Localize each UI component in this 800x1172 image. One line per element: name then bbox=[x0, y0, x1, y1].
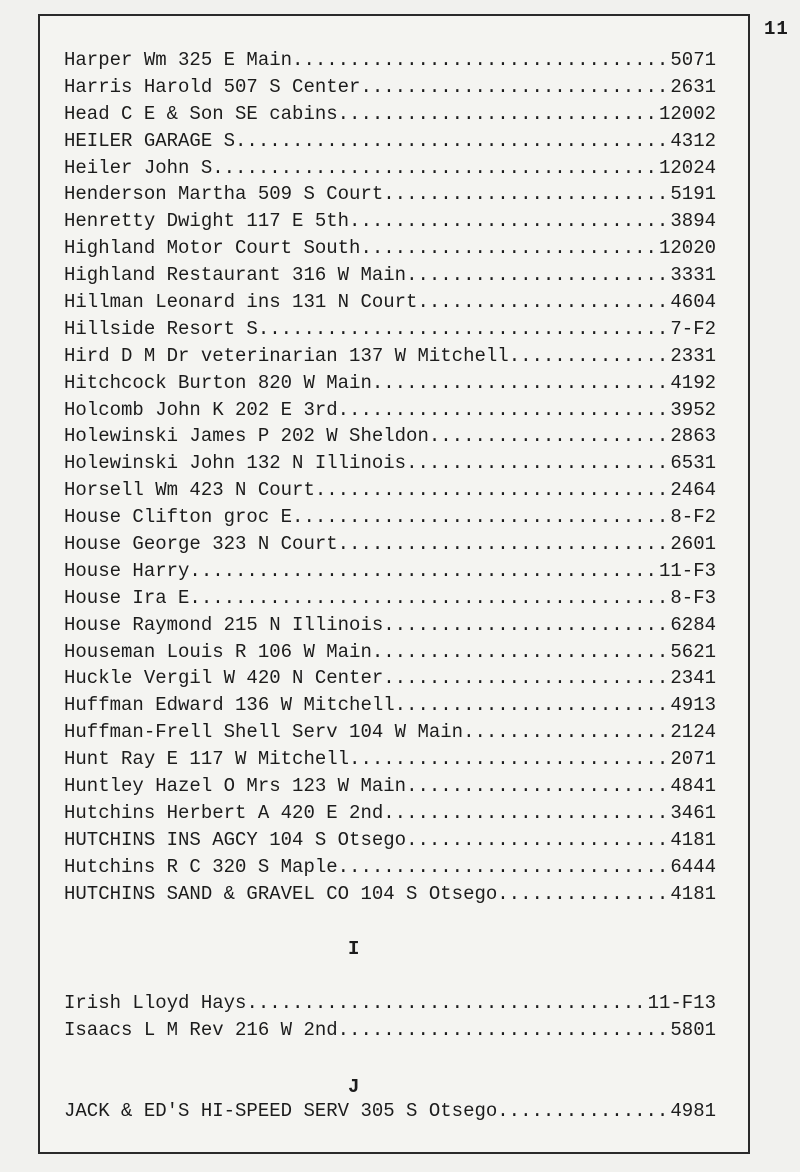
entry-phone-number: 2341 bbox=[668, 665, 716, 692]
directory-entry bbox=[64, 990, 716, 1017]
entry-phone-number: 4604 bbox=[668, 289, 716, 316]
entry-name: Henretty Dwight 117 E 5th ..... bbox=[64, 210, 716, 232]
directory-entry bbox=[64, 854, 716, 881]
entry-phone-number: 2331 bbox=[668, 343, 716, 370]
section-i-entries bbox=[64, 990, 716, 1044]
directory-entry bbox=[64, 1098, 716, 1125]
entry-phone-number: 2124 bbox=[668, 719, 716, 746]
entry-name: Hird D M Dr veterinarian 137 W Mitchell ..... bbox=[64, 345, 716, 367]
entry-name: Henderson Martha 509 S Court ..... bbox=[64, 183, 716, 205]
entry-phone-number: 4981 bbox=[668, 1098, 716, 1125]
directory-entry bbox=[64, 370, 716, 397]
entry-phone-number: 4192 bbox=[668, 370, 716, 397]
entry-name: Head C E & Son SE cabins ..... bbox=[64, 103, 716, 125]
entry-phone-number: 5801 bbox=[668, 1017, 716, 1044]
directory-entry bbox=[64, 665, 716, 692]
entry-name: Hitchcock Burton 820 W Main ..... bbox=[64, 372, 716, 394]
directory-entry bbox=[64, 155, 716, 182]
directory-entry bbox=[64, 881, 716, 908]
entry-name: Houseman Louis R 106 W Main ..... bbox=[64, 641, 716, 663]
entry-phone-number: 4181 bbox=[668, 881, 716, 908]
entry-name: Harris Harold 507 S Center ..... bbox=[64, 76, 716, 98]
entry-phone-number: 4312 bbox=[668, 128, 716, 155]
entry-phone-number: 8-F2 bbox=[668, 504, 716, 531]
entry-name: House George 323 N Court ..... bbox=[64, 533, 716, 555]
directory-entry bbox=[64, 343, 716, 370]
section-j-entries bbox=[64, 1098, 716, 1125]
entry-phone-number: 4913 bbox=[668, 692, 716, 719]
directory-entry bbox=[64, 450, 716, 477]
directory-page bbox=[38, 14, 750, 1154]
entry-phone-number: 6531 bbox=[668, 450, 716, 477]
entry-phone-number: 2071 bbox=[668, 746, 716, 773]
entry-phone-number: 8-F3 bbox=[668, 585, 716, 612]
directory-entry bbox=[64, 692, 716, 719]
entry-name: Hillside Resort S ..... bbox=[64, 318, 716, 340]
entry-phone-number: 5071 bbox=[668, 47, 716, 74]
directory-entry bbox=[64, 289, 716, 316]
entry-name: Holcomb John K 202 E 3rd ..... bbox=[64, 399, 716, 421]
directory-entry bbox=[64, 504, 716, 531]
entry-name: Holewinski John 132 N Illinois ..... bbox=[64, 452, 716, 474]
entry-name: Huffman Edward 136 W Mitchell ..... bbox=[64, 694, 716, 716]
entry-phone-number: 3894 bbox=[668, 208, 716, 235]
entry-name: Huckle Vergil W 420 N Center ..... bbox=[64, 667, 716, 689]
entry-phone-number: 12020 bbox=[657, 235, 716, 262]
entry-name: House Clifton groc E ..... bbox=[64, 506, 716, 528]
directory-entry bbox=[64, 827, 716, 854]
directory-entry bbox=[64, 101, 716, 128]
directory-entry bbox=[64, 74, 716, 101]
entry-name: Irish Lloyd Hays ..... bbox=[64, 992, 716, 1014]
directory-entry bbox=[64, 235, 716, 262]
entry-name: Hillman Leonard ins 131 N Court ..... bbox=[64, 291, 716, 313]
directory-entry bbox=[64, 47, 716, 74]
directory-entry bbox=[64, 639, 716, 666]
directory-entry bbox=[64, 423, 716, 450]
directory-entry bbox=[64, 181, 716, 208]
entry-phone-number: 11-F13 bbox=[646, 990, 716, 1017]
entry-name: Highland Motor Court South ..... bbox=[64, 237, 716, 259]
directory-entry bbox=[64, 719, 716, 746]
entry-phone-number: 12002 bbox=[657, 101, 716, 128]
entry-phone-number: 2601 bbox=[668, 531, 716, 558]
entry-name: JACK & ED'S HI-SPEED SERV 305 S Otsego ..... bbox=[64, 1100, 716, 1122]
entry-phone-number: 11-F3 bbox=[657, 558, 716, 585]
entry-phone-number: 4841 bbox=[668, 773, 716, 800]
entry-phone-number: 3461 bbox=[668, 800, 716, 827]
entry-name: Hunt Ray E 117 W Mitchell ..... bbox=[64, 748, 716, 770]
directory-entry bbox=[64, 397, 716, 424]
section-letter-j: J bbox=[348, 1076, 360, 1098]
entry-phone-number: 5621 bbox=[668, 639, 716, 666]
entry-name: House Harry ..... bbox=[64, 560, 716, 582]
entry-name: Horsell Wm 423 N Court ..... bbox=[64, 479, 716, 501]
directory-entry bbox=[64, 800, 716, 827]
entry-name: Hutchins Herbert A 420 E 2nd ..... bbox=[64, 802, 716, 824]
directory-entry bbox=[64, 1017, 716, 1044]
entry-phone-number: 3331 bbox=[668, 262, 716, 289]
entry-name: Heiler John S ..... bbox=[64, 157, 716, 179]
directory-entry bbox=[64, 585, 716, 612]
entry-phone-number: 2631 bbox=[668, 74, 716, 101]
entry-name: Huffman-Frell Shell Serv 104 W Main ..... bbox=[64, 721, 716, 743]
entry-phone-number: 2863 bbox=[668, 423, 716, 450]
directory-entry bbox=[64, 558, 716, 585]
directory-entry bbox=[64, 262, 716, 289]
page-number: 11 bbox=[764, 18, 789, 40]
entry-name: Hutchins R C 320 S Maple ..... bbox=[64, 856, 716, 878]
directory-entry bbox=[64, 208, 716, 235]
directory-entry bbox=[64, 612, 716, 639]
entry-name: House Ira E ..... bbox=[64, 587, 716, 609]
directory-entry bbox=[64, 477, 716, 504]
directory-entry bbox=[64, 773, 716, 800]
entry-phone-number: 5191 bbox=[668, 181, 716, 208]
directory-entry bbox=[64, 531, 716, 558]
entry-name: Isaacs L M Rev 216 W 2nd ..... bbox=[64, 1019, 716, 1041]
entry-name: Holewinski James P 202 W Sheldon ..... bbox=[64, 425, 716, 447]
entry-phone-number: 12024 bbox=[657, 155, 716, 182]
entry-name: Huntley Hazel O Mrs 123 W Main ..... bbox=[64, 775, 716, 797]
entry-phone-number: 6284 bbox=[668, 612, 716, 639]
entry-name: HUTCHINS SAND & GRAVEL CO 104 S Otsego ..... bbox=[64, 883, 716, 905]
section-letter-i: I bbox=[348, 938, 360, 960]
entry-phone-number: 6444 bbox=[668, 854, 716, 881]
entry-name: Highland Restaurant 316 W Main ..... bbox=[64, 264, 716, 286]
directory-entry bbox=[64, 316, 716, 343]
entry-phone-number: 2464 bbox=[668, 477, 716, 504]
entry-phone-number: 3952 bbox=[668, 397, 716, 424]
entry-name: HEILER GARAGE S ..... bbox=[64, 130, 716, 152]
directory-entry bbox=[64, 128, 716, 155]
entry-name: HUTCHINS INS AGCY 104 S Otsego ..... bbox=[64, 829, 716, 851]
section-h-entries bbox=[64, 47, 716, 908]
entry-phone-number: 4181 bbox=[668, 827, 716, 854]
directory-entry bbox=[64, 746, 716, 773]
entry-phone-number: 7-F2 bbox=[668, 316, 716, 343]
entry-name: Harper Wm 325 E Main ..... bbox=[64, 49, 716, 71]
entry-name: House Raymond 215 N Illinois ..... bbox=[64, 614, 716, 636]
